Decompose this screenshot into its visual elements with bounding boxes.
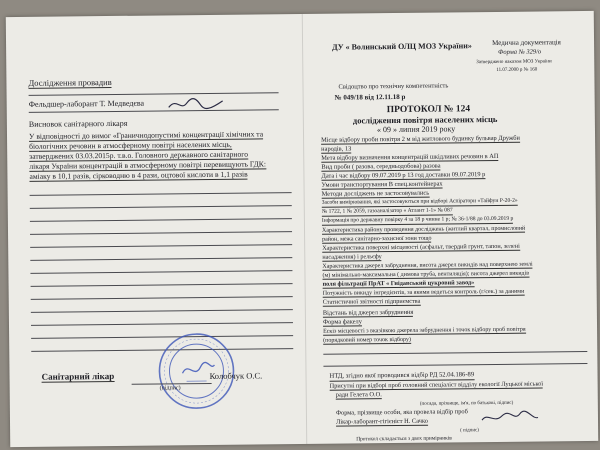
- page-fold: [302, 14, 308, 444]
- rule: [30, 270, 292, 274]
- rule: [30, 205, 292, 209]
- rule: [31, 309, 293, 313]
- protocol-line: поля фільтрації ПрАТ « Гнідавський цукровий завод»: [322, 279, 475, 288]
- protocol-line: насадження) і рельєфу: [322, 253, 382, 261]
- footer-note: Протокол складається з двох примірників: [356, 435, 452, 443]
- sampler-caption: ( підпис): [460, 428, 479, 434]
- protocol-subtitle: дослідження повітря населених місць: [352, 113, 498, 126]
- signature-caption: (підпис): [159, 385, 181, 392]
- present-line-2: ради Гелета О.О.: [335, 391, 382, 399]
- protocol-line: Форма факелу: [322, 318, 362, 326]
- position-caption: (посада, прізвище, ім'я, по батькові, підпис): [419, 400, 514, 407]
- protocol-line: Характеристика району проведення досліджень (житлий квартал, промисловий: [321, 225, 526, 234]
- medical-doc-label: Медична документація: [492, 38, 561, 47]
- protocol-line: Дата і час відбору 09.07.2019 р 13 год доставки 09.07.2019 р: [321, 171, 486, 180]
- protocol-line: народів, 13: [321, 145, 352, 153]
- conclusion-line: У відповідності до вимог «Граничнодопустимі концентрації хімічних та: [28, 129, 264, 141]
- conclusion-line: біологічних речовин в атмосферному повітрі населених місць,: [29, 139, 232, 151]
- doctor-label: Санітарний лікар: [41, 370, 115, 382]
- conclusion-line: лікаря України концентрацій в атмосферному повітрі перевищують ГДК:: [29, 159, 267, 171]
- rule: [323, 363, 587, 367]
- protocol-line: Засоби вимірювання, які застосовуються при відборі Аспіратори «Тайфун Р-20-2»: [321, 197, 518, 206]
- form-number: Форма № 329/о: [498, 48, 542, 56]
- cert-number: № 049/18 від 12.11.18 р: [334, 92, 406, 102]
- protocol-line: Характеристика джерел забруднення, висота джерел викидів над поверхнею землі: [322, 261, 533, 270]
- protocol-line: (порядковий номер точок відбору): [323, 336, 411, 344]
- rule: [30, 218, 292, 222]
- protocol-date: « 09 » липня 2019 року: [376, 124, 456, 135]
- protocol-line: Методи досліджень не застосовувались: [321, 189, 430, 198]
- rule: [31, 283, 293, 287]
- protocol-line: Мета відбору визначення концентрацій шкідливих речовин в АП: [321, 152, 499, 162]
- sampler-name: Лікар-лаборант-гігієніст Н. Сачко: [335, 417, 428, 426]
- approved-date: 11.07.2000 р № 160: [496, 67, 538, 73]
- protocol-line: Умови транспортування В спец.контейнерах: [321, 180, 443, 189]
- rule: [31, 296, 293, 300]
- rule: [31, 322, 293, 326]
- protocol-line: Ескіз місцевості з вказівкою джерела забруднення і точок відбору проб повітря: [323, 326, 526, 335]
- protocol-line: № 1722, 1 № 2059, газоаналізатор « Атлант 1-1» № 087: [321, 207, 453, 215]
- protocol-line: Вид проби ( разова, середньодобова) разова: [321, 162, 441, 171]
- protocol-line: Відстань від джерел забруднення: [322, 308, 414, 317]
- ministry-name: ДУ « Волинський ОЛЦ МОЗ України»: [332, 41, 472, 52]
- rule: [30, 231, 292, 235]
- rule: [30, 257, 292, 261]
- conclusion-line: аміаку в 10,1 разів, сірководню в 4 рази, оцтової кислоти в 1,1 разів: [29, 169, 248, 181]
- rule: [30, 244, 292, 248]
- present-line: Присутні при відборі проб головний спеціаліст відділу екології Луцької міської: [329, 380, 544, 390]
- protocol-line: Потужність викиду інгредієнтів, за якими ведеться контроль (г/сек.) за даними: [322, 288, 525, 297]
- document-sheet: [6, 11, 598, 447]
- research-label: Дослідження провадив: [28, 76, 112, 88]
- sampler-signature: [480, 410, 540, 427]
- rule: [29, 109, 279, 113]
- ntd-line: НТД, згідно якої проводився відбір РД 52.04.186-89: [329, 371, 475, 380]
- conclusion-line: затверджених 03.03.2015р. т.в.о. Головного державного санітарного: [29, 149, 249, 161]
- conclusion-heading: Висновок санітарного лікаря: [28, 118, 128, 129]
- protocol-line: Місце відбору проби повітря 2 м від житлового будинку бульвар Дружби: [321, 134, 520, 144]
- protocol-line: Характеристика поверхні місцевості (асфальт, твердий грунт, тапон, зелені: [322, 242, 520, 252]
- protocol-line: (м) мінімально-максимальна ( димова труба, вентиляція); висота джерел викидів: [322, 270, 530, 279]
- approved-label: Затверджено наказом МОЗ України: [476, 59, 552, 66]
- sampler-label: Форма, прізвище особи, яка провела відбір проб: [335, 408, 468, 417]
- cert-label: Свідоцтво про технічну компетентність: [338, 82, 449, 91]
- protocol-title: ПРОТОКОЛ № 124: [386, 104, 471, 116]
- protocol-line: Статистичної звітності підприємства: [322, 297, 421, 306]
- protocol-line: район, межа санітарно-захисної зони тощо: [322, 235, 432, 243]
- protocol-line: Інформація про державну повірку 4 за 18 р чинне 1 р; № 36-1/88 до 03.09.2019 р: [321, 215, 514, 224]
- assistant-line: Фельдшер-лаборант Т. Медведєва: [28, 98, 145, 109]
- rule: [30, 192, 292, 196]
- rule: [323, 351, 587, 355]
- doctor-name: Колобчук О.С.: [209, 370, 263, 381]
- rule: [29, 92, 279, 96]
